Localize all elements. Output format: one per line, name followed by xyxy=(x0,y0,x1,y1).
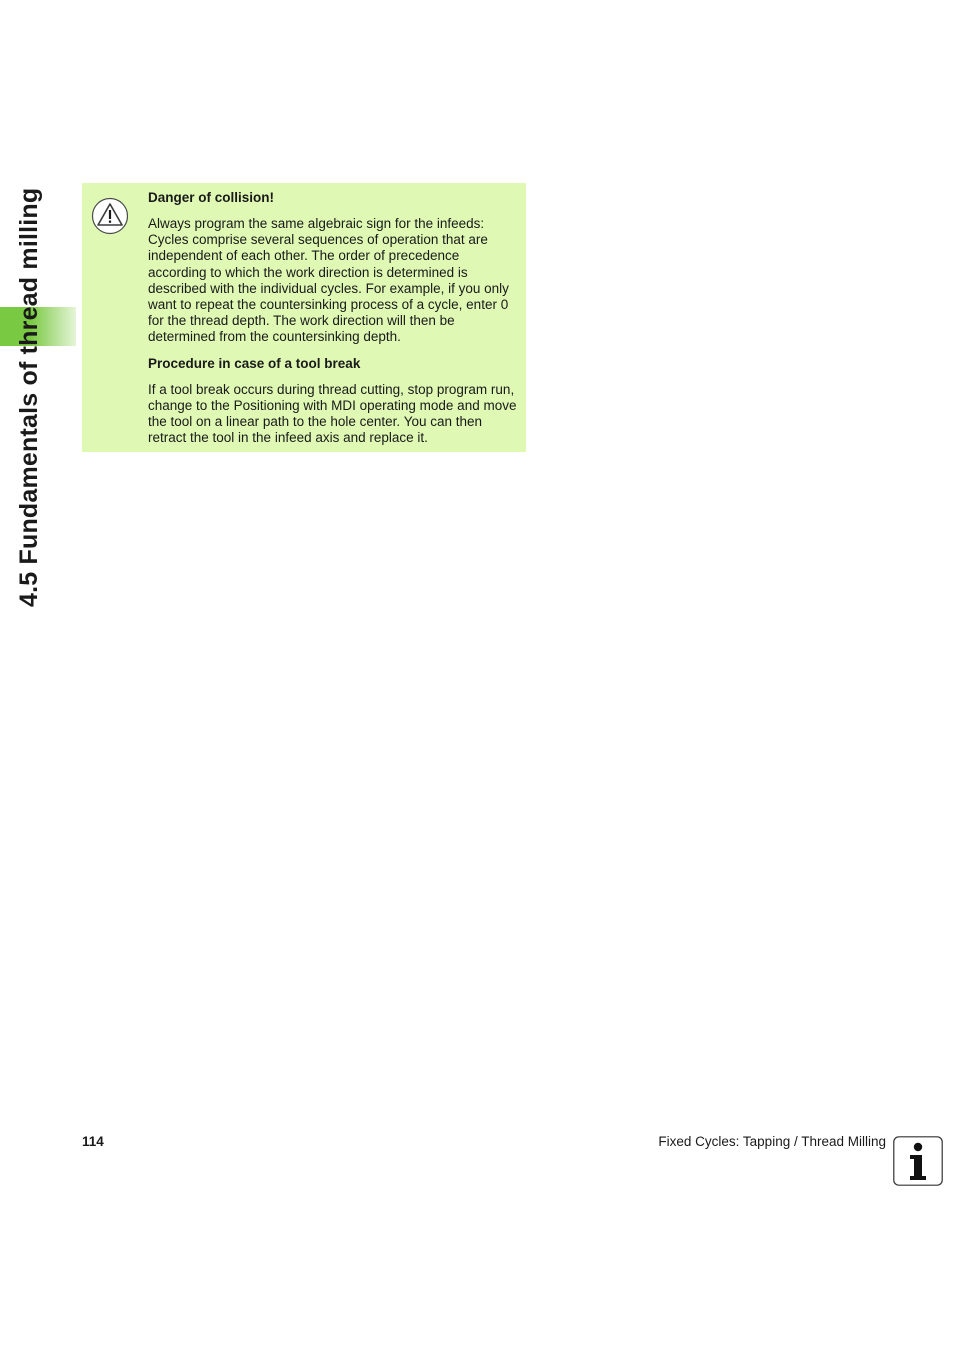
warning-triangle-icon xyxy=(91,197,129,235)
warning-paragraph-infeeds: Always program the same algebraic sign for the infeeds: Cycles comprise several sequences of operation that are independent of each other. The order of precedence according to which the work direction is determined is described with the individual cycles. For example, if you only want to repeat the countersinking process of a cycle, enter 0 for the thread depth. The work direction will then be determined from the countersinking depth. xyxy=(148,216,509,345)
warning-paragraph-tool-break: If a tool break occurs during thread cutting, stop program run, change to the Positioning with MDI operating mode and move the tool on a linear path to the hole center. You can then retract the tool in the infeed axis and replace it. xyxy=(148,381,517,446)
warning-content xyxy=(148,190,518,456)
footer-chapter-title: Fixed Cycles: Tapping / Thread Milling xyxy=(658,1134,886,1149)
collision-warning-box xyxy=(82,183,526,452)
page-number: 114 xyxy=(82,1134,104,1149)
warning-heading-collision: Danger of collision! xyxy=(148,190,275,205)
warning-heading-tool-break: Procedure in case of a tool break xyxy=(148,355,361,371)
info-icon xyxy=(893,1136,943,1186)
chapter-side-title: 4.5 Fundamentals of thread milling xyxy=(15,187,43,607)
